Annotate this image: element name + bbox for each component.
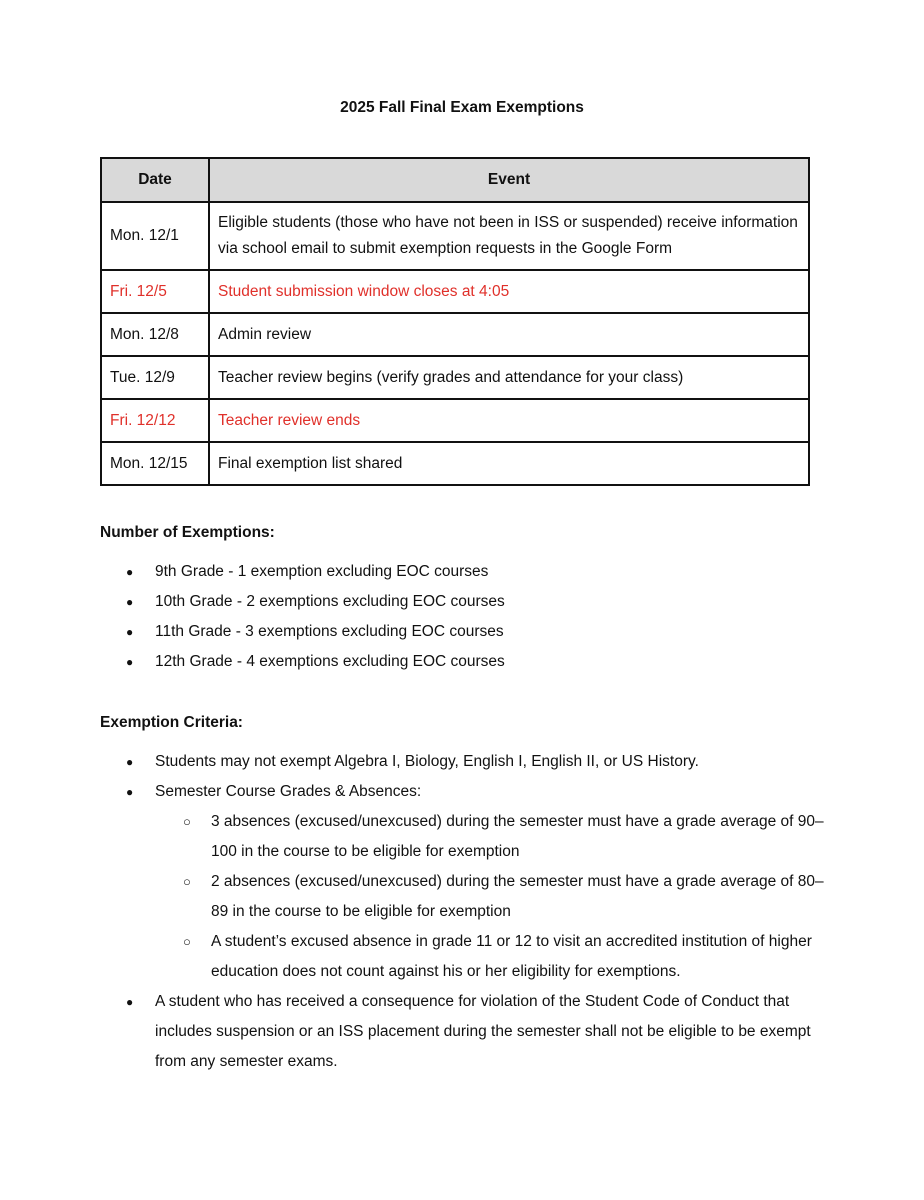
row-event: Final exemption list shared <box>209 442 809 485</box>
exemptions-list <box>100 557 830 677</box>
sub-list-item: ○ 3 absences (excused/unexcused) during the semester must have a grade average of 90–100 in the course to be eligible for exemption <box>155 807 830 867</box>
list-item: ● 9th Grade - 1 exemption excluding EOC courses <box>100 557 830 587</box>
row-date: Mon. 12/15 <box>101 442 209 485</box>
list-item-label: Semester Course Grades & Absences: <box>155 783 422 800</box>
sub-list <box>155 807 830 987</box>
event-column-header: Event <box>209 158 809 202</box>
list-item: ● A student who has received a consequence for violation of the Student Code of Conduct that includes suspension or an ISS placement during the semester shall not be eligible to be exempt from any semester exams. <box>100 987 830 1077</box>
row-event: Teacher review ends <box>209 399 809 442</box>
list-item: ● 10th Grade - 2 exemptions excluding EOC courses <box>100 587 830 617</box>
row-date: Fri. 12/5 <box>101 270 209 313</box>
schedule-table <box>100 157 810 486</box>
row-event: Student submission window closes at 4:05 <box>209 270 809 313</box>
table-row <box>101 399 809 442</box>
table-header-row <box>101 158 809 202</box>
sub-list-item: ○ A student’s excused absence in grade 11 or 12 to visit an accredited institution of higher education does not count against his or her eligibility for exemptions. <box>155 927 830 987</box>
table-row <box>101 202 809 270</box>
document-title: 2025 Fall Final Exam Exemptions <box>340 99 584 116</box>
table-row <box>101 356 809 399</box>
list-item: ● 11th Grade - 3 exemptions excluding EOC courses <box>100 617 830 647</box>
sub-list-item: ○ 2 absences (excused/unexcused) during the semester must have a grade average of 80–89 in the course to be eligible for exemption <box>155 867 830 927</box>
row-date: Tue. 12/9 <box>101 356 209 399</box>
row-date: Mon. 12/8 <box>101 313 209 356</box>
row-event: Teacher review begins (verify grades and attendance for your class) <box>209 356 809 399</box>
table-row <box>101 270 809 313</box>
row-event: Eligible students (those who have not been in ISS or suspended) receive information via school email to submit exemption requests in the Google Form <box>209 202 809 270</box>
list-item <box>100 777 830 987</box>
criteria-list <box>100 747 830 1077</box>
criteria-heading: Exemption Criteria: <box>100 714 243 731</box>
row-event: Admin review <box>209 313 809 356</box>
date-column-header: Date <box>101 158 209 202</box>
list-item: ● 12th Grade - 4 exemptions excluding EOC courses <box>100 647 830 677</box>
exemptions-heading: Number of Exemptions: <box>100 524 275 541</box>
table-row <box>101 313 809 356</box>
row-date: Mon. 12/1 <box>101 202 209 270</box>
list-item: ● Students may not exempt Algebra I, Biology, English I, English II, or US History. <box>100 747 830 777</box>
table-row <box>101 442 809 485</box>
row-date: Fri. 12/12 <box>101 399 209 442</box>
